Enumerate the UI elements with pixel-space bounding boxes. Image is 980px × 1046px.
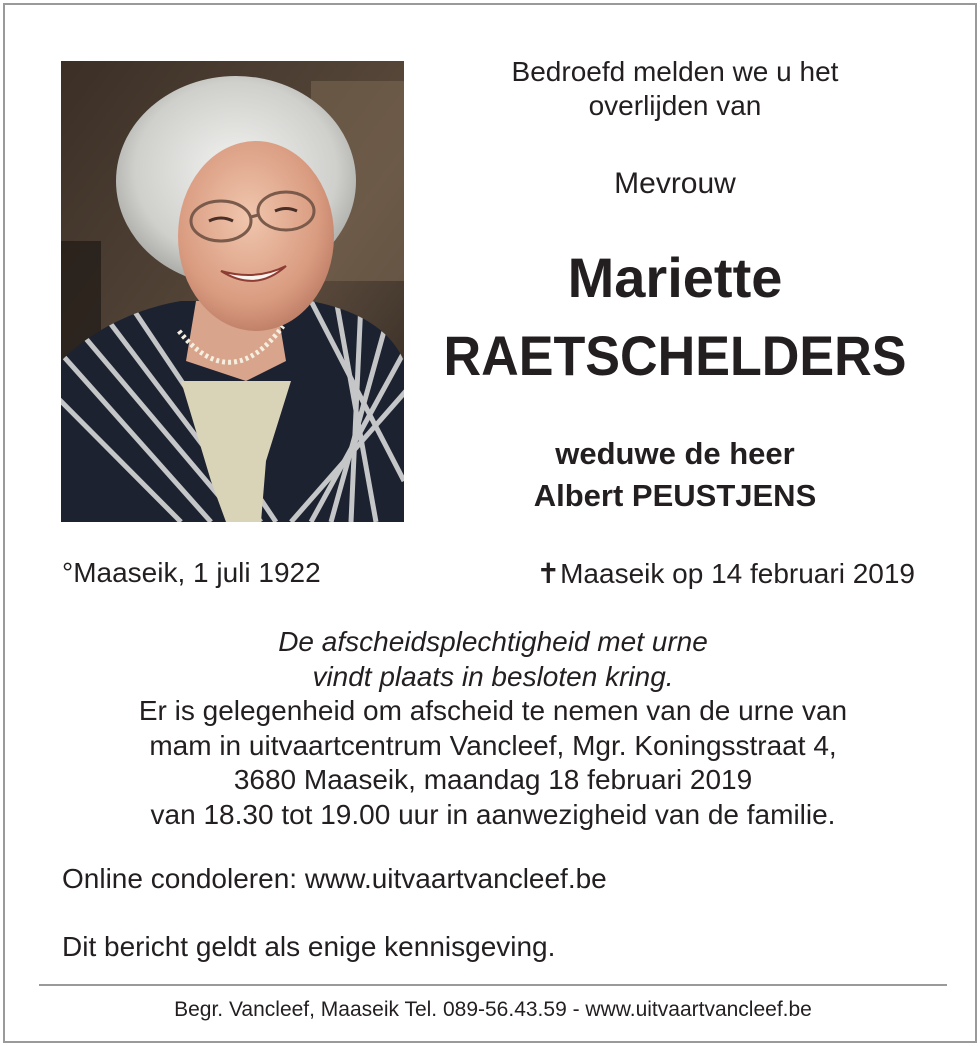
intro-text [425, 55, 925, 123]
portrait-photo [61, 61, 404, 522]
intro-line: overlijden van [588, 90, 762, 121]
ceremony-line: mam in uitvaartcentrum Vancleef, Mgr. Koningsstraat 4, [149, 729, 837, 761]
online-condolence: Online condoleren: www.uitvaartvancleef.be [62, 863, 607, 894]
obituary-card [3, 3, 977, 1043]
spouse-line: weduwe de heer [555, 436, 795, 471]
birth-date: °Maaseik, 1 juli 1922 [62, 557, 321, 588]
funeral-home-footer: Begr. Vancleef, Maaseik Tel. 089-56.43.59 - www.uitvaartvancleef.be [174, 998, 812, 1021]
notice-text: Dit bericht geldt als enige kennisgeving. [62, 931, 556, 962]
ceremony-line: De afscheidsplechtigheid met urne [278, 626, 708, 657]
spouse-info [425, 433, 925, 517]
death-date: ✝Maaseik op 14 februari 2019 [536, 558, 915, 589]
ceremony-details [5, 625, 980, 832]
ceremony-line: 3680 Maaseik, maandag 18 februari 2019 [233, 764, 753, 795]
ceremony-line: vindt plaats in besloten kring. [312, 660, 674, 692]
footer-divider [39, 984, 947, 986]
spouse-line: Albert PEUSTJENS [533, 478, 817, 513]
intro-line: Bedroefd melden we u het [511, 56, 839, 87]
ceremony-line: van 18.30 tot 19.00 uur in aanwezigheid van de familie. [150, 798, 836, 830]
honorific: Mevrouw [614, 167, 736, 200]
ceremony-line: Er is gelegenheid om afscheid te nemen van de urne van [138, 695, 848, 726]
deceased-first-name: Mariette [567, 246, 783, 309]
deceased-last-name: RAETSCHELDERS [443, 324, 907, 387]
